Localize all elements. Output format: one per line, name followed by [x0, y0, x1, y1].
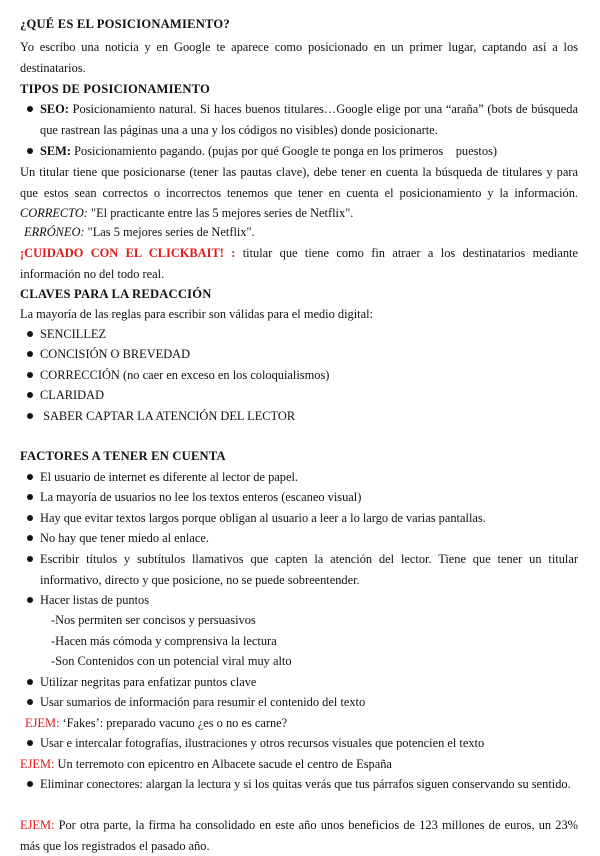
list-item-seo [40, 99, 578, 140]
list-item-factor: La mayoría de usuarios no lee los textos enteros (escaneo visual) [40, 487, 578, 508]
example-erroneo-line [24, 222, 578, 243]
example-line [20, 754, 578, 775]
list-item-clave: CORRECCIÓN (no caer en exceso en los coloquialismos) [40, 365, 578, 386]
list-item-factor: Escribir títulos y subtítulos llamativos que capten la atención del lector. Tiene que tener un titular informativo, directo y que posicione, no se puede sobreentender. [40, 549, 578, 590]
term-seo: SEO: [40, 102, 69, 116]
sub-item: -Son Contenidos con un potencial viral muy alto [51, 654, 292, 668]
example-text: Un terremoto con epicentro en Albacete sacude el centro de España [57, 757, 392, 771]
list-item-factor: Utilizar negritas para enfatizar puntos clave [40, 672, 578, 693]
list-item-factor: Eliminar conectores: alargan la lectura y si los quitas verás que tus párrafos siguen conservando su sentido. [40, 774, 578, 795]
example-correcto: "El practicante entre las 5 mejores series de Netflix". [91, 206, 354, 221]
heading-factores: FACTORES A TENER EN CUENTA [20, 449, 226, 463]
list-item-factor: Usar e intercalar fotografías, ilustraciones y otros recursos visuales que potencien el texto [40, 733, 578, 754]
list-item-clave: SENCILLEZ [40, 324, 578, 345]
example-line [20, 815, 578, 856]
paragraph-clickbait [20, 243, 578, 284]
term-sem: SEM: [40, 144, 71, 158]
example-text: Por otra parte, la firma ha consolidado en este año unos beneficios de 123 millones de euros, un 23% más que los registrados el pasado año. [20, 818, 578, 853]
sub-item: -Nos permiten ser concisos y persuasivos [51, 613, 256, 627]
example-erroneo: "Las 5 mejores series de Netflix". [87, 225, 255, 239]
example-label: EJEM: [20, 757, 55, 771]
example-line [25, 713, 578, 734]
heading-claves-redaccion: CLAVES PARA LA REDACCIÓN [20, 287, 212, 301]
clickbait-definition: titular que tiene como fin atraer a los destinatarios mediante información no del todo real. [20, 246, 578, 281]
paragraph-titular [20, 162, 578, 224]
heading-que-es-posicionamiento: ¿QUÉ ES EL POSICIONAMIENTO? [20, 17, 230, 31]
list-item-factor: Usar sumarios de información para resumir el contenido del texto [40, 692, 578, 713]
example-label: EJEM: [20, 818, 55, 832]
paragraph-definition: Yo escribo una noticia y en Google te aparece como posicionado en un primer lugar, captando así a los destinatarios. [20, 40, 578, 75]
paragraph-titular-text: Un titular tiene que posicionarse (tener las pautas clave), debe tener en cuenta la búsqueda de titulares y para que estos sean correctos o incorrectos tenemos que tener en cuenta el posicionamiento y la información. [20, 165, 578, 200]
list-item-clave: CONCISIÓN O BREVEDAD [40, 344, 578, 365]
example-label: EJEM: [25, 716, 60, 730]
list-item-clave: CLARIDAD [40, 385, 578, 406]
list-item-sem [40, 141, 578, 162]
list-item-clave: SABER CAPTAR LA ATENCIÓN DEL LECTOR [40, 406, 578, 427]
text-sem: Posicionamiento pagando. (pujas por qué Google te ponga en los primeros puestos) [74, 144, 498, 158]
list-item-factor: El usuario de internet es diferente al lector de papel. [40, 467, 578, 488]
label-erroneo: ERRÓNEO: [24, 225, 85, 239]
warning-clickbait: ¡CUIDADO CON EL CLICKBAIT! : [20, 246, 236, 260]
paragraph-claves-intro: La mayoría de las reglas para escribir son válidas para el medio digital: [20, 307, 373, 321]
list-item-factor: Hacer listas de puntos [40, 590, 578, 611]
text-seo: Posicionamiento natural. Si haces buenos titulares…Google elige por una “araña” (bots de búsqueda que rastrean las páginas una a una y los códigos no visibles) donde posicionarte. [40, 102, 578, 137]
example-text: ‘Fakes’: preparado vacuno ¿es o no es carne? [62, 716, 288, 730]
label-correcto: CORRECTO: [20, 206, 88, 221]
sub-item: -Hacen más cómoda y comprensiva la lectura [51, 634, 277, 648]
heading-tipos-posicionamiento: TIPOS DE POSICIONAMIENTO [20, 82, 211, 96]
list-item-factor: Hay que evitar textos largos porque obligan al usuario a leer a lo largo de varias pantallas. [40, 508, 578, 529]
list-item-factor: No hay que tener miedo al enlace. [40, 528, 578, 549]
